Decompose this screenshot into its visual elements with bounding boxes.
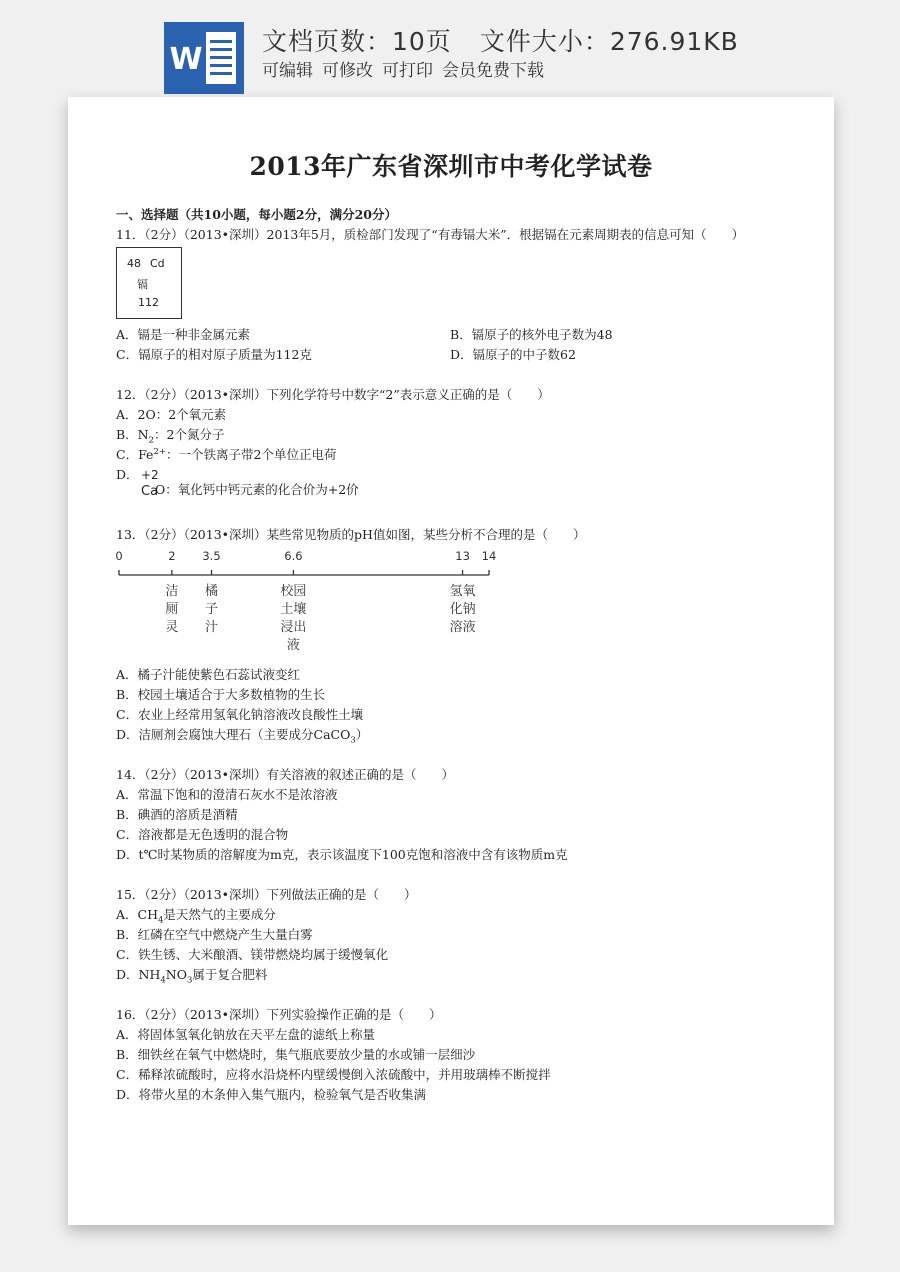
question-13-stem: 13．（2分）（2013•深圳）某些常见物质的pH值如图，某些分析不合理的是（ ） xyxy=(116,527,586,542)
ph-substance-label: 液 xyxy=(286,638,300,653)
q15-d-mid: NO xyxy=(165,967,187,982)
q14-option-c: C．溶液都是无色透明的混合物 xyxy=(116,827,289,842)
q12-valence-mark: +2 xyxy=(141,468,159,482)
question-11-stem: 11．（2分）（2013•深圳）2013年5月，质检部门发现了“有毒镉大米”．根据镉在元素周期表的信息可知（ ） xyxy=(116,227,745,242)
q15-option-d xyxy=(116,965,267,986)
ph-substance-label: 橘 xyxy=(204,584,219,599)
q11-option-d: D．镉原子的中子数62 xyxy=(450,347,576,362)
q11-option-a: A．镉是一种非金属元素 xyxy=(116,327,251,342)
q12-option-d-label: D． xyxy=(116,467,139,482)
doc-features xyxy=(262,56,553,81)
q13-option-a: A．橘子汁能使紫色石蕊试液变红 xyxy=(116,667,301,682)
q13-option-d xyxy=(116,725,368,746)
page-count: 文档页数：10页 xyxy=(262,27,452,56)
q12-b-prefix: B．N xyxy=(116,427,149,442)
q16-option-b: B．细铁丝在氧气中燃烧时，集气瓶底要放少量的水或铺一层细沙 xyxy=(116,1047,476,1062)
ph-substance-label: 洁 xyxy=(165,584,179,599)
atomic-number: 48 xyxy=(127,257,141,270)
ph-substance-label: 化钠 xyxy=(449,602,476,617)
question-12-stem: 12．（2分）（2013•深圳）下列化学符号中数字“2”表示意义正确的是（ ） xyxy=(116,387,550,402)
cadmium-element-cell xyxy=(116,247,182,319)
q15-option-a xyxy=(116,905,276,926)
q13-option-c: C．农业上经常用氢氧化钠溶液改良酸性土壤 xyxy=(116,707,364,722)
q16-option-a: A．将固体氢氧化钠放在天平左盘的滤纸上称量 xyxy=(116,1027,376,1042)
question-15-stem: 15．（2分）（2013•深圳）下列做法正确的是（ ） xyxy=(116,887,417,902)
q15-d-prefix: D．NH xyxy=(116,967,161,982)
q13-d-text: D．洁厕剂会腐蚀大理石（主要成分CaCO xyxy=(116,727,351,742)
q16-option-d: D．将带火星的木条伸入集气瓶内，检验氧气是否收集满 xyxy=(116,1087,427,1102)
word-icon-letter: W xyxy=(169,42,203,77)
q15-a-subscript: 4 xyxy=(158,915,164,926)
ph-substance-label: 浸出 xyxy=(280,620,307,635)
ph-substance-label: 厕 xyxy=(165,602,179,617)
q15-d-subscript-2: 3 xyxy=(186,975,193,986)
word-document-icon xyxy=(164,22,244,94)
q15-option-b: B．红磷在空气中燃烧产生大量白雾 xyxy=(116,927,313,942)
element-name: 镉 xyxy=(137,278,148,291)
q12-b-subscript: 2 xyxy=(148,435,155,446)
q12-option-b xyxy=(116,425,225,446)
doc-meta xyxy=(262,22,767,58)
q15-d-subscript-1: 4 xyxy=(160,975,166,986)
question-14-stem: 14．（2分）（2013•深圳）有关溶液的叙述正确的是（ ） xyxy=(116,767,455,782)
ph-substance-label: 氢氧 xyxy=(449,584,476,599)
feature-member-download: 会员免费下载 xyxy=(442,61,544,81)
q12-b-text: ：2个氮分子 xyxy=(154,427,225,442)
q14-option-a: A．常温下饱和的澄清石灰水不是浓溶液 xyxy=(116,787,338,802)
ph-substance-label: 土壤 xyxy=(280,602,307,617)
q14-option-d: D．t℃时某物质的溶解度为m克，表示该温度下100克饱和溶液中含有该物质m克 xyxy=(116,847,568,862)
section-heading: 一、选择题（共10小题，每小题2分，满分20分） xyxy=(116,207,397,222)
q11-option-b: B．镉原子的核外电子数为48 xyxy=(450,327,613,342)
q15-d-text: 属于复合肥料 xyxy=(192,967,268,982)
ph-substance-label: 溶液 xyxy=(449,620,476,635)
ph-substance-label: 汁 xyxy=(204,620,219,635)
page-title: 2013年广东省深圳市中考化学试卷 xyxy=(249,152,653,181)
ph-substance-label: 校园 xyxy=(280,584,307,599)
file-size: 文件大小：276.91KB xyxy=(479,27,739,56)
ph-substance-label: 子 xyxy=(204,602,219,617)
q13-d-subscript: 3 xyxy=(350,735,356,746)
q15-a-text: 是天然气的主要成分 xyxy=(163,907,276,922)
ph-tick-label: 0 xyxy=(115,549,123,563)
q15-option-c: C．铁生锈、大米酿酒、镁带燃烧均属于缓慢氧化 xyxy=(116,947,389,962)
ph-tick-label: 6.6 xyxy=(284,549,303,563)
q15-a-prefix: A．CH xyxy=(116,907,158,922)
atomic-mass: 112 xyxy=(138,296,159,309)
q14-option-b: B．碘酒的溶质是酒精 xyxy=(116,807,238,822)
q12-option-a: A．2O：2个氧元素 xyxy=(116,407,227,422)
q12-option-d-text: O：氧化钙中钙元素的化合价为+2价 xyxy=(155,482,359,497)
ph-substance-label: 灵 xyxy=(165,620,179,635)
ph-scale-diagram xyxy=(108,545,508,675)
element-symbol: Cd xyxy=(150,257,165,270)
ph-tick-label: 3.5 xyxy=(202,549,221,563)
q12-c-superscript: 2+ xyxy=(153,446,166,457)
ph-tick-label: 13 xyxy=(455,549,470,563)
doc-info-banner xyxy=(0,0,900,96)
ph-substances xyxy=(165,583,475,653)
feature-modifiable: 可修改 xyxy=(322,61,373,81)
q12-calcium-symbol: Ca xyxy=(141,484,159,499)
ph-ticks xyxy=(115,549,496,575)
q16-option-c: C．稀释浓硫酸时，应将水沿烧杯内壁缓慢倒入浓硫酸中，并用玻璃棒不断搅拌 xyxy=(116,1067,551,1082)
ph-tick-label: 2 xyxy=(168,549,176,563)
q13-d-close: ） xyxy=(355,727,369,742)
q11-option-c: C．镉原子的相对原子质量为112克 xyxy=(116,347,312,362)
ph-tick-label: 14 xyxy=(481,549,497,563)
q12-c-prefix: C．Fe xyxy=(116,447,154,462)
feature-editable: 可编辑 xyxy=(262,61,313,81)
q12-c-text: ：一个铁离子带2个单位正电荷 xyxy=(165,447,337,462)
document-page xyxy=(68,97,834,1225)
q13-option-b: B．校园土壤适合于大多数植物的生长 xyxy=(116,687,326,702)
feature-printable: 可打印 xyxy=(382,61,433,81)
q12-option-c xyxy=(116,445,336,463)
question-16-stem: 16．（2分）（2013•深圳）下列实验操作正确的是（ ） xyxy=(116,1007,442,1022)
